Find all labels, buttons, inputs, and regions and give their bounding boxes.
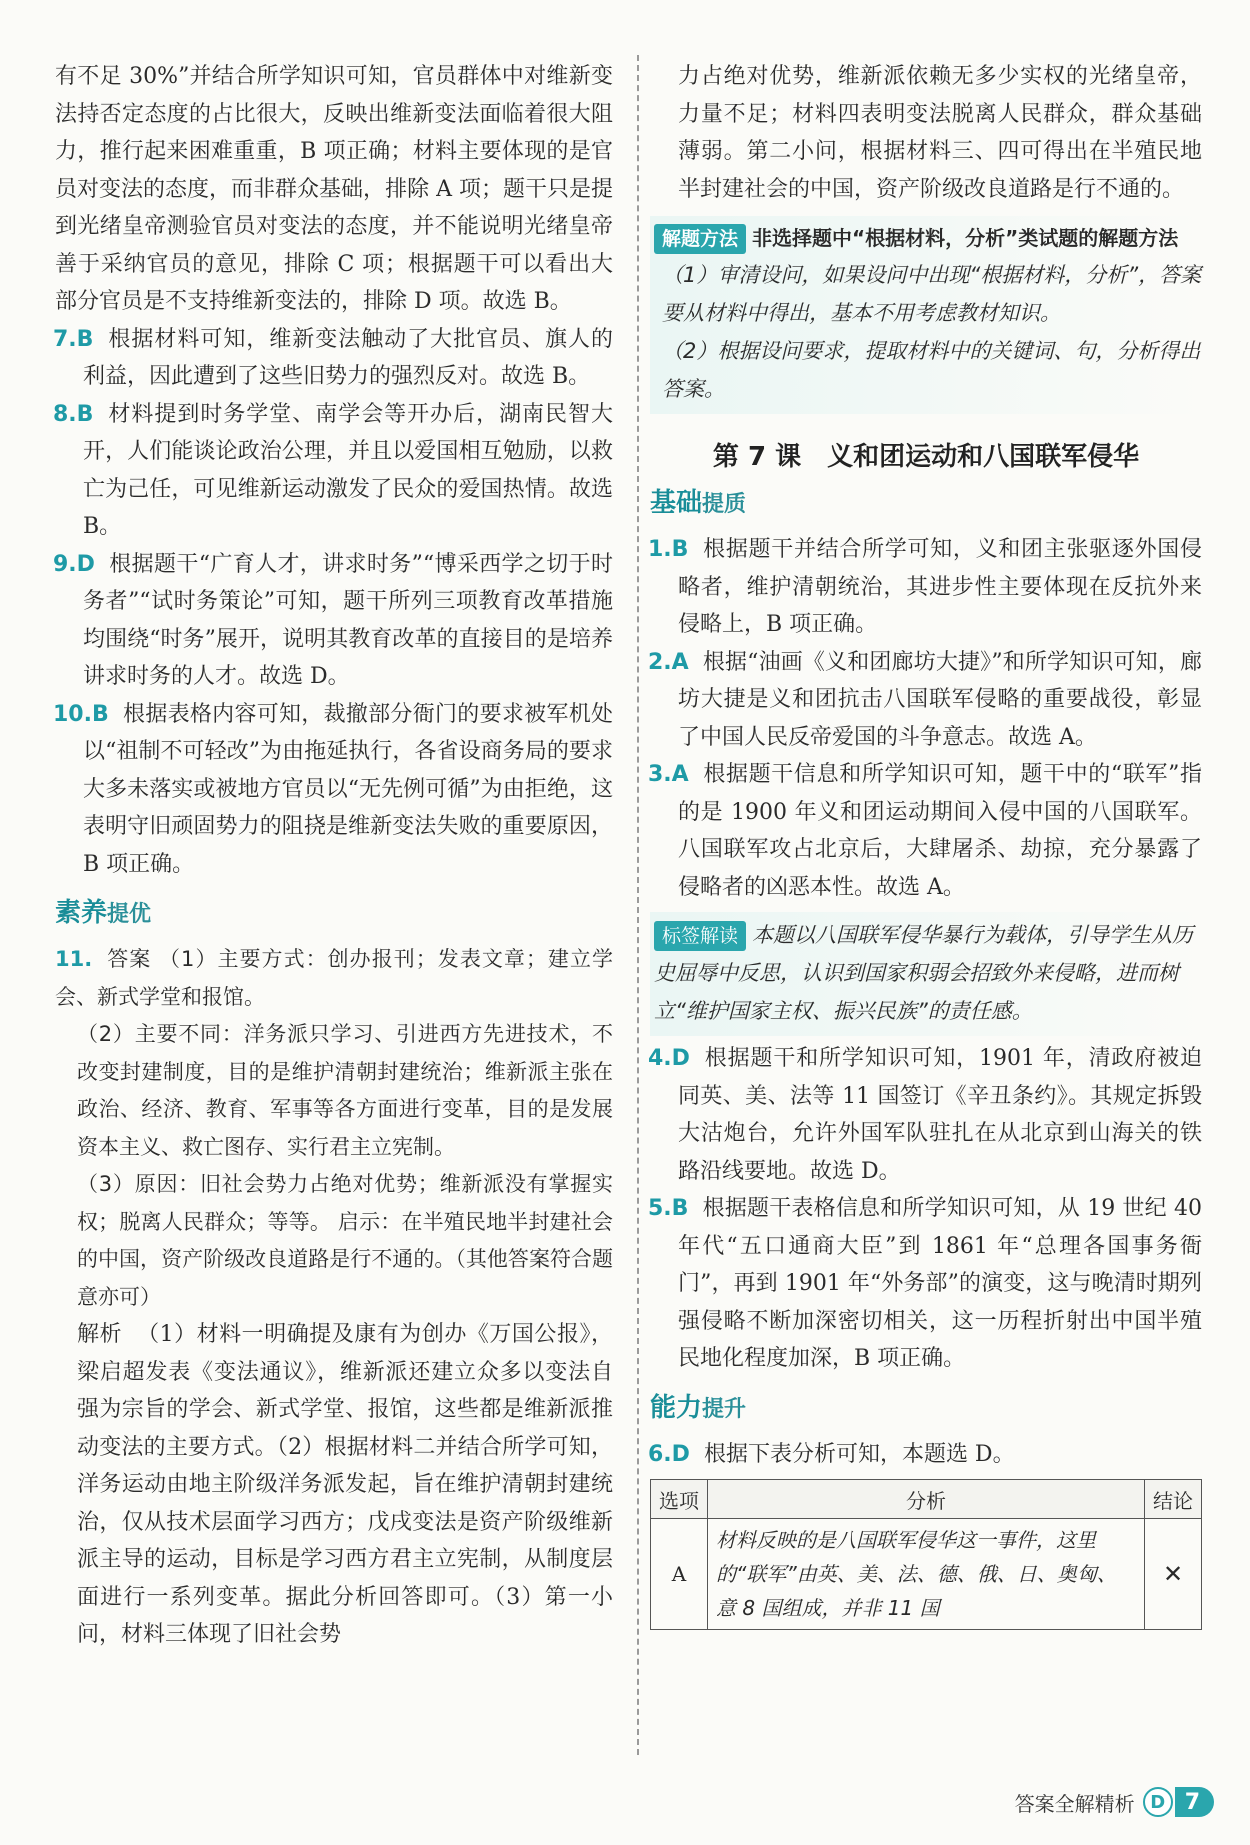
answer-part-3: （3）原因：旧社会势力占绝对优势；维新派没有掌握实权；脱离人民群众；等等。 启示：在半殖民地半封建社会的中国，资产阶级改良道路是行不通的。（其他答案符合题意亦可） <box>77 1172 613 1309</box>
table-cell-analysis: 材料反映的是八国联军侵华这一事件，这里的“联军”由英、美、法、德、俄、日、奥匈、意 8 国组成，并非 11 国 <box>708 1519 1145 1630</box>
analysis-text: （1）材料一明确提及康有为创办《万国公报》，梁启超发表《变法通议》，维新派还建立众多以变法自强为宗旨的学会、新式学堂、报馆，这些都是维新派推动变法的主要方式。（2）根据材料二并结合所学可知，洋务运动由地主阶级洋务派发起，旨在维护清朝封建统治，仅从技术层面学习西方；戊戌变法是资产阶级维新派主导的运动，目标是学习西方君主立宪制，从制度层面进行一系列变革。据此分析回答即可。（3）第一小问，材料三体现了旧社会势 <box>77 1322 613 1647</box>
method-title-text: 非选择题中“根据材料，分析”类试题的解题方法 <box>752 226 1179 250</box>
answer-item-6 <box>650 1436 1202 1474</box>
answer-item-10 <box>55 696 613 884</box>
method-title <box>654 220 1202 256</box>
answer-part-1: （1）主要方式：创办报刊；发表文章；建立学会、新式学堂和报馆。 <box>55 947 613 1009</box>
section-heading-main: 素养 <box>55 898 108 928</box>
answer-item-2 <box>650 644 1202 757</box>
label-interpretation <box>654 916 1202 1030</box>
label-interpretation-box <box>650 912 1202 1036</box>
column-divider <box>637 55 639 1755</box>
answer-number: 7.B <box>53 326 94 352</box>
left-column <box>55 58 613 1654</box>
answer-text: 根据下表分析可知，本题选 D。 <box>703 1441 1015 1467</box>
footer-badge: D <box>1143 1787 1173 1817</box>
left-intro-paragraph: 有不足 30%”并结合所学知识可知，官员群体中对维新变法持否定态度的占比很大，反映出维新变法面临着很大阻力，推行起来困难重重，B 项正确；材料主要体现的是官员对变法的态度，而非群众基础，排除 A 项；题干只是提到光绪皇帝测验官员对变法的态度，并不能说明光绪皇帝善于采纳官员的意见，排除 C 项；根据题干可以看出大部分官员是不支持维新变法的，排除 D 项。故选 B。 <box>55 64 613 314</box>
section-heading-sub: 提升 <box>702 1396 747 1422</box>
answer-text: 根据题干“广育人才，讲求时务”“博采西学之切于时务者”“试时务策论”可知，题干所列三项教育改革措施均围绕“时务”展开，说明其教育改革的直接目的是培养讲求时务的人才。故选 D。 <box>83 551 613 689</box>
answer-item-8 <box>55 396 613 546</box>
answer-number: 9.D <box>53 551 95 577</box>
answer-item-4 <box>650 1040 1202 1190</box>
answer-number: 5.B <box>648 1196 689 1221</box>
answer-number: 10.B <box>53 701 109 727</box>
label-tag: 标签解读 <box>654 921 746 951</box>
answer-text: 根据题干信息和所学知识可知，题干中的“联军”指的是 1900 年义和团运动期间入侵中国的八国联军。八国联军攻占北京后，大肆屠杀、劫掠，充分暴露了侵略者的凶恶本性。故选 A。 <box>678 762 1202 900</box>
method-point-2: （2）根据设问要求，提取材料中的关键词、句，分析得出答案。 <box>662 339 1201 401</box>
table-header-verdict: 结论 <box>1145 1480 1202 1519</box>
section-heading-nengli <box>650 1388 1202 1430</box>
analysis-label: 解析 <box>77 1322 123 1347</box>
method-tag: 解题方法 <box>654 224 746 254</box>
table-cell-verdict: ✕ <box>1145 1519 1202 1630</box>
answer-number: 3.A <box>648 762 689 787</box>
page-footer <box>1015 1784 1214 1820</box>
analysis-table <box>650 1479 1202 1630</box>
answer-label: 答案 <box>106 947 152 971</box>
answer-text: 根据题干和所学知识可知，1901 年，清政府被迫同英、美、法等 11 国签订《辛丑条约》。其规定拆毁大沽炮台，允许外国军队驻扎在从北京到山海关的铁路沿线要地。故选 D。 <box>678 1046 1202 1184</box>
answer-number: 11. <box>55 947 93 971</box>
answer-item-3 <box>650 756 1202 906</box>
method-point-1: （1）审清设问，如果设问中出现“根据材料，分析”，答案要从材料中得出，基本不用考虑教材知识。 <box>662 263 1202 325</box>
answer-text: 材料提到时务学堂、南学会等开办后，湖南民智大开，人们能谈论政治公理，并且以爱国相互勉励，以救亡为己任，可见维新运动激发了民众的爱国热情。故选 B。 <box>83 401 613 539</box>
answer-text: 根据材料可知，维新变法触动了大批官员、旗人的利益，因此遭到了这些旧势力的强烈反对。故选 B。 <box>83 326 613 389</box>
answer-item-7 <box>55 321 613 396</box>
answer-text: 根据表格内容可知，裁撤部分衙门的要求被军机处以“祖制不可轻改”为由拖延执行，各省设商务局的要求大多未落实或被地方官员以“无先例可循”为由拒绝，这表明守旧顽固势力的阻挠是维新变法失败的重要原因，B 项正确。 <box>83 701 613 877</box>
footer-label: 答案全解精析 <box>1014 1791 1135 1816</box>
section-heading-sub: 提优 <box>107 902 152 927</box>
section-heading-suyang <box>55 893 613 935</box>
page-number: 7 <box>1175 1787 1214 1817</box>
method-box <box>650 216 1202 414</box>
section-heading-sub: 提质 <box>702 492 747 517</box>
section-heading-main: 能力 <box>650 1392 703 1423</box>
section-heading-main: 基础 <box>650 488 703 518</box>
answer-text: 根据题干表格信息和所学知识可知，从 19 世纪 40 年代“五口通商大臣”到 1861 年“总理各国事务衙门”，再到 1901 年“外务部”的演变，这与晚清时期列强侵略不断加深密切相关，这一历程折射出中国半殖民地化程度加深，B 项正确。 <box>678 1196 1202 1371</box>
answer-number: 4.D <box>648 1046 690 1071</box>
analysis-paragraph <box>55 1316 613 1654</box>
answer-item-11 <box>55 941 613 1016</box>
lesson-title: 第 7 课 义和团运动和八国联军侵华 <box>712 442 1140 472</box>
section-heading-jichu <box>650 483 1202 525</box>
table-header-analysis: 分析 <box>708 1480 1145 1519</box>
answer-number: 2.A <box>648 649 689 675</box>
answer-part-2: （2）主要不同：洋务派只学习、引进西方先进技术，不改变封建制度，目的是维护清朝封建统治；维新派主张在政治、经济、教育、军事等各方面进行变革，目的是发展资本主义、救亡图存、实行君主立宪制。 <box>77 1022 613 1159</box>
answer-number: 6.D <box>648 1441 690 1467</box>
table-cell-option: A <box>651 1519 708 1630</box>
right-column <box>650 58 1202 1630</box>
table-header-option: 选项 <box>651 1480 708 1519</box>
answer-number: 1.B <box>648 537 689 562</box>
answer-item-5 <box>650 1190 1202 1378</box>
table-row <box>651 1519 1202 1630</box>
answer-item-1 <box>650 531 1202 644</box>
answer-text: 根据“油画《义和团廊坊大捷》”和所学知识可知，廊坊大捷是义和团抗击八国联军侵略的重要战役，彰显了中国人民反帝爱国的斗争意志。故选 A。 <box>678 649 1202 750</box>
label-text: 本题以八国联军侵华暴行为载体，引导学生从历史屈辱中反思，认识到国家积弱会招致外来侵略，进而树立“维护国家主权、振兴民族”的责任感。 <box>654 923 1194 1023</box>
answer-number: 8.B <box>53 401 94 427</box>
answer-text: 根据题干并结合所学可知，义和团主张驱逐外国侵略者，维护清朝统治，其进步性主要体现在反抗外来侵略上，B 项正确。 <box>678 537 1202 637</box>
answer-item-9 <box>55 546 613 696</box>
right-intro-paragraph: 力占绝对优势，维新派依赖无多少实权的光绪皇帝，力量不足；材料四表明变法脱离人民群众，群众基础薄弱。第二小问，根据材料三、四可得出在半殖民地半封建社会的中国，资产阶级改良道路是行不通的。 <box>678 64 1202 202</box>
